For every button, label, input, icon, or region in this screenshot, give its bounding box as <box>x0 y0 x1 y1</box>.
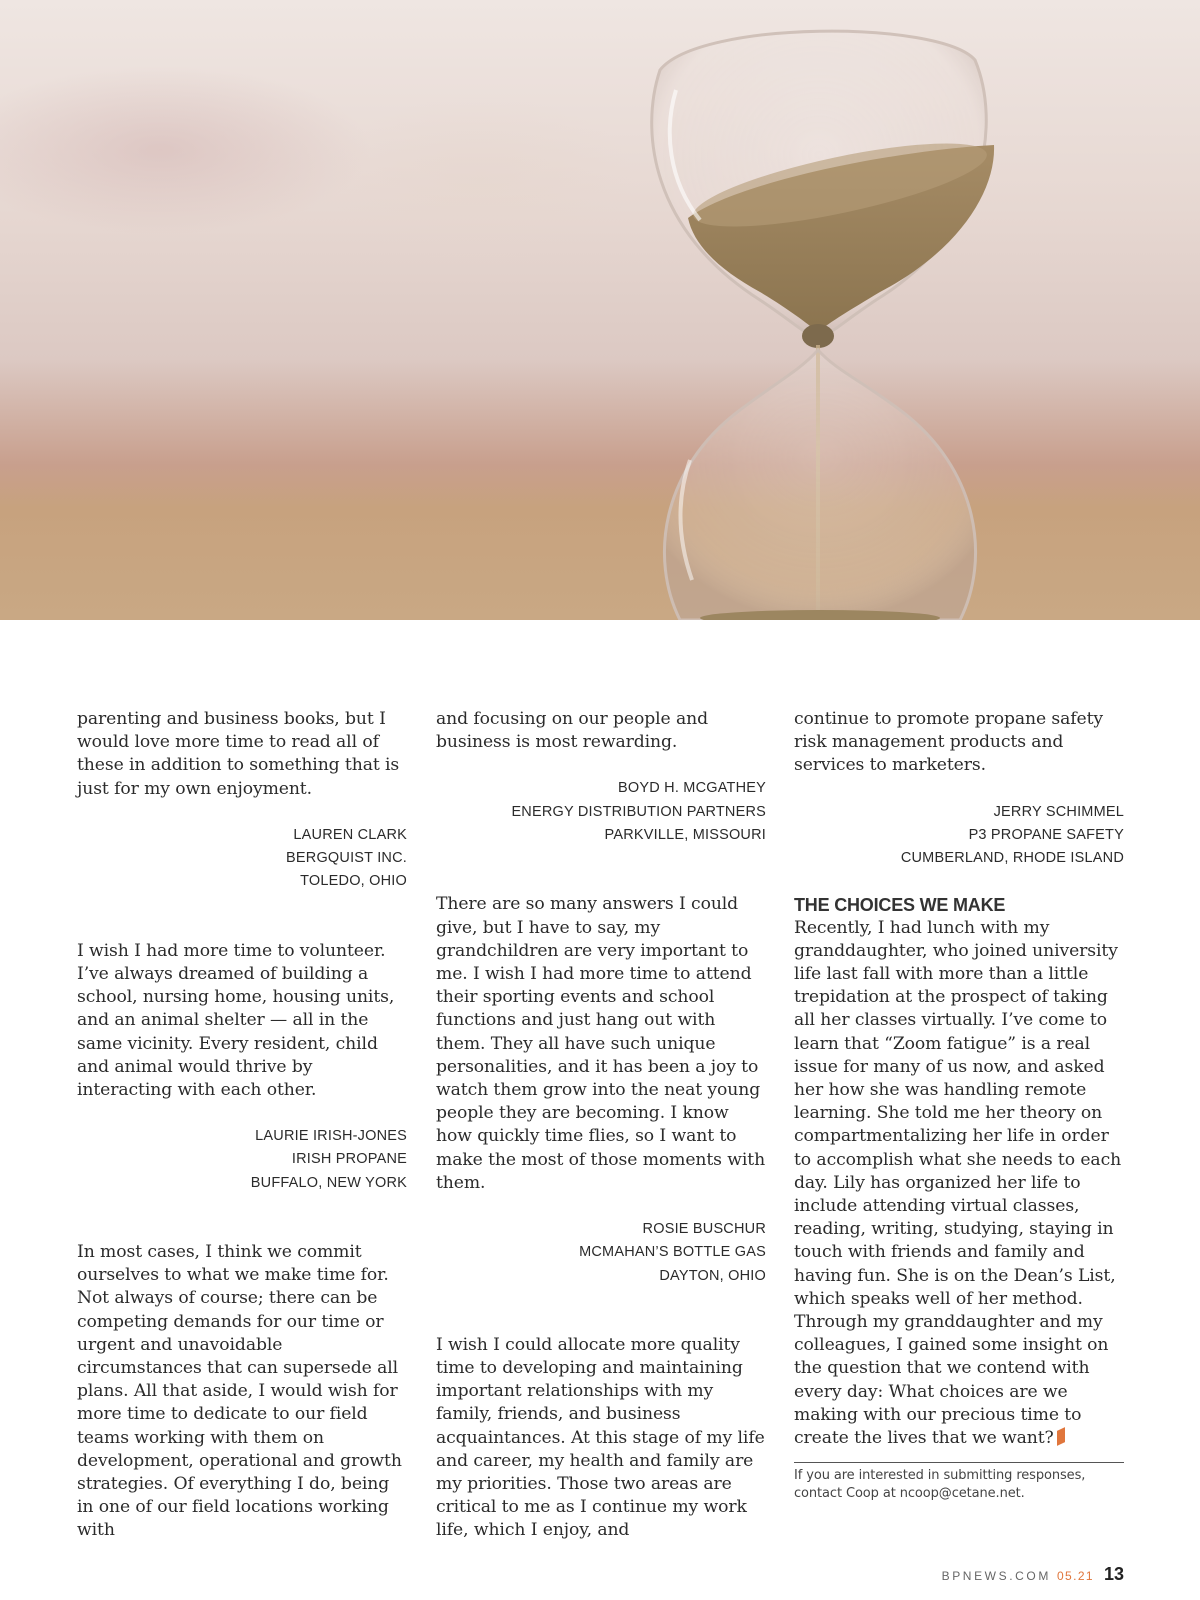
section-heading: THE CHOICES WE MAKE <box>794 894 1006 915</box>
author-name: LAURIE IRISH-JONES <box>255 1128 407 1145</box>
divider <box>794 1462 1124 1463</box>
response-text: I wish I could allocate more quality time to developing and maintaining important relationships with my family, friends, and business acquaintances. At this stage of my life and career, my health and family are my priorities. Those two areas are critical to me as I continue my work life, which I enjoy, and <box>436 1334 765 1541</box>
footer-issue: 05.21 <box>1056 1569 1094 1583</box>
author-location: BUFFALO, NEW YORK <box>250 1174 407 1191</box>
editor-text-body: Recently, I had lunch with my granddaughter, who joined university life last fall with more than a little trepidation at the prospect of taking all her classes virtually. I’ve come to learn that “Zoom fatigue” is a real issue for many of us now, and asked her how she was handling remote learning. She told me her theory on compartmentalizing her life in order to accomplish what she needs to each day. Lily has organized her life to include attending virtual classes, reading, writing, studying, staying in touch with friends and family and having fun. She is on the Dean’s List, which speaks well of her method. Through my granddaughter and my colleagues, I gained some insight on the question that we contend with every day: What choices are we making with our precious time to create the lives that we want? <box>794 917 1122 1448</box>
page-footer <box>942 1564 1124 1585</box>
author-name: ROSIE BUSCHUR <box>642 1220 766 1237</box>
author-name: LAUREN CLARK <box>293 826 407 843</box>
author-location: DAYTON, OHIO <box>659 1267 766 1284</box>
author-location: CUMBERLAND, RHODE ISLAND <box>900 850 1124 867</box>
response-text: parenting and business books, but I would love more time to read all of these in addition to something that is just for my own enjoyment. <box>77 709 400 799</box>
column-2 <box>436 708 766 1543</box>
page-number: 13 <box>1103 1564 1124 1584</box>
author-company: IRISH PROPANE <box>291 1151 407 1168</box>
response-text: In most cases, I think we commit ourselves to what we make time for. Not always of course; there can be competing demands for our time or urgent and unavoidable circumstances that can supersede all plans. All that aside, I would wish for more time to dedicate to our field teams working with them on development, operational and growth strategies. Of everything I do, being in one of our field locations working with <box>77 1242 402 1541</box>
author-location: TOLEDO, OHIO <box>300 873 407 890</box>
author-name: BOYD H. MCGATHEY <box>618 780 766 797</box>
author-company: P3 PROPANE SAFETY <box>968 826 1124 843</box>
footer-site: BPNEWS.COM <box>941 1569 1051 1583</box>
author-company: ENERGY DISTRIBUTION PARTNERS <box>511 803 766 820</box>
author-signature <box>794 801 1124 871</box>
response-text: There are so many answers I could give, but I have to say, my grandchildren are very important to me. I wish I had more time to attend their sporting events and school functions and just hang out with them. They all have such unique personalities, and it has been a joy to watch them grow into the neat young people they are becoming. I know how quickly time flies, so I want to make the most of those moments with them. <box>436 894 766 1193</box>
author-name: JERRY SCHIMMEL <box>993 803 1124 820</box>
response-text: continue to promote propane safety risk management products and services to marketers. <box>794 709 1104 776</box>
hourglass-illustration <box>0 0 1200 620</box>
response-text: I wish I had more time to volunteer. I’ve always dreamed of building a school, nursing home, housing units, and an animal shelter — all in the same vicinity. Every resident, child and animal would thrive by interacting with each other. <box>77 940 395 1100</box>
column-1 <box>77 708 407 1543</box>
column-3 <box>794 708 1124 1503</box>
author-location: PARKVILLE, MISSOURI <box>604 827 766 843</box>
author-signature <box>77 824 407 894</box>
response-text: and focusing on our people and business is most rewarding. <box>436 709 708 753</box>
end-mark-icon <box>1057 1427 1065 1446</box>
author-signature <box>436 777 766 847</box>
hero-image <box>0 0 1200 620</box>
author-company: MCMAHAN’S BOTTLE GAS <box>579 1244 766 1261</box>
author-signature <box>436 1218 766 1288</box>
editor-text <box>794 917 1124 1451</box>
submission-note: If you are interested in submitting responses, contact Coop at ncoop@cetane.net. <box>794 1468 1086 1502</box>
author-signature <box>77 1125 407 1195</box>
author-company: BERGQUIST INC. <box>286 850 407 867</box>
